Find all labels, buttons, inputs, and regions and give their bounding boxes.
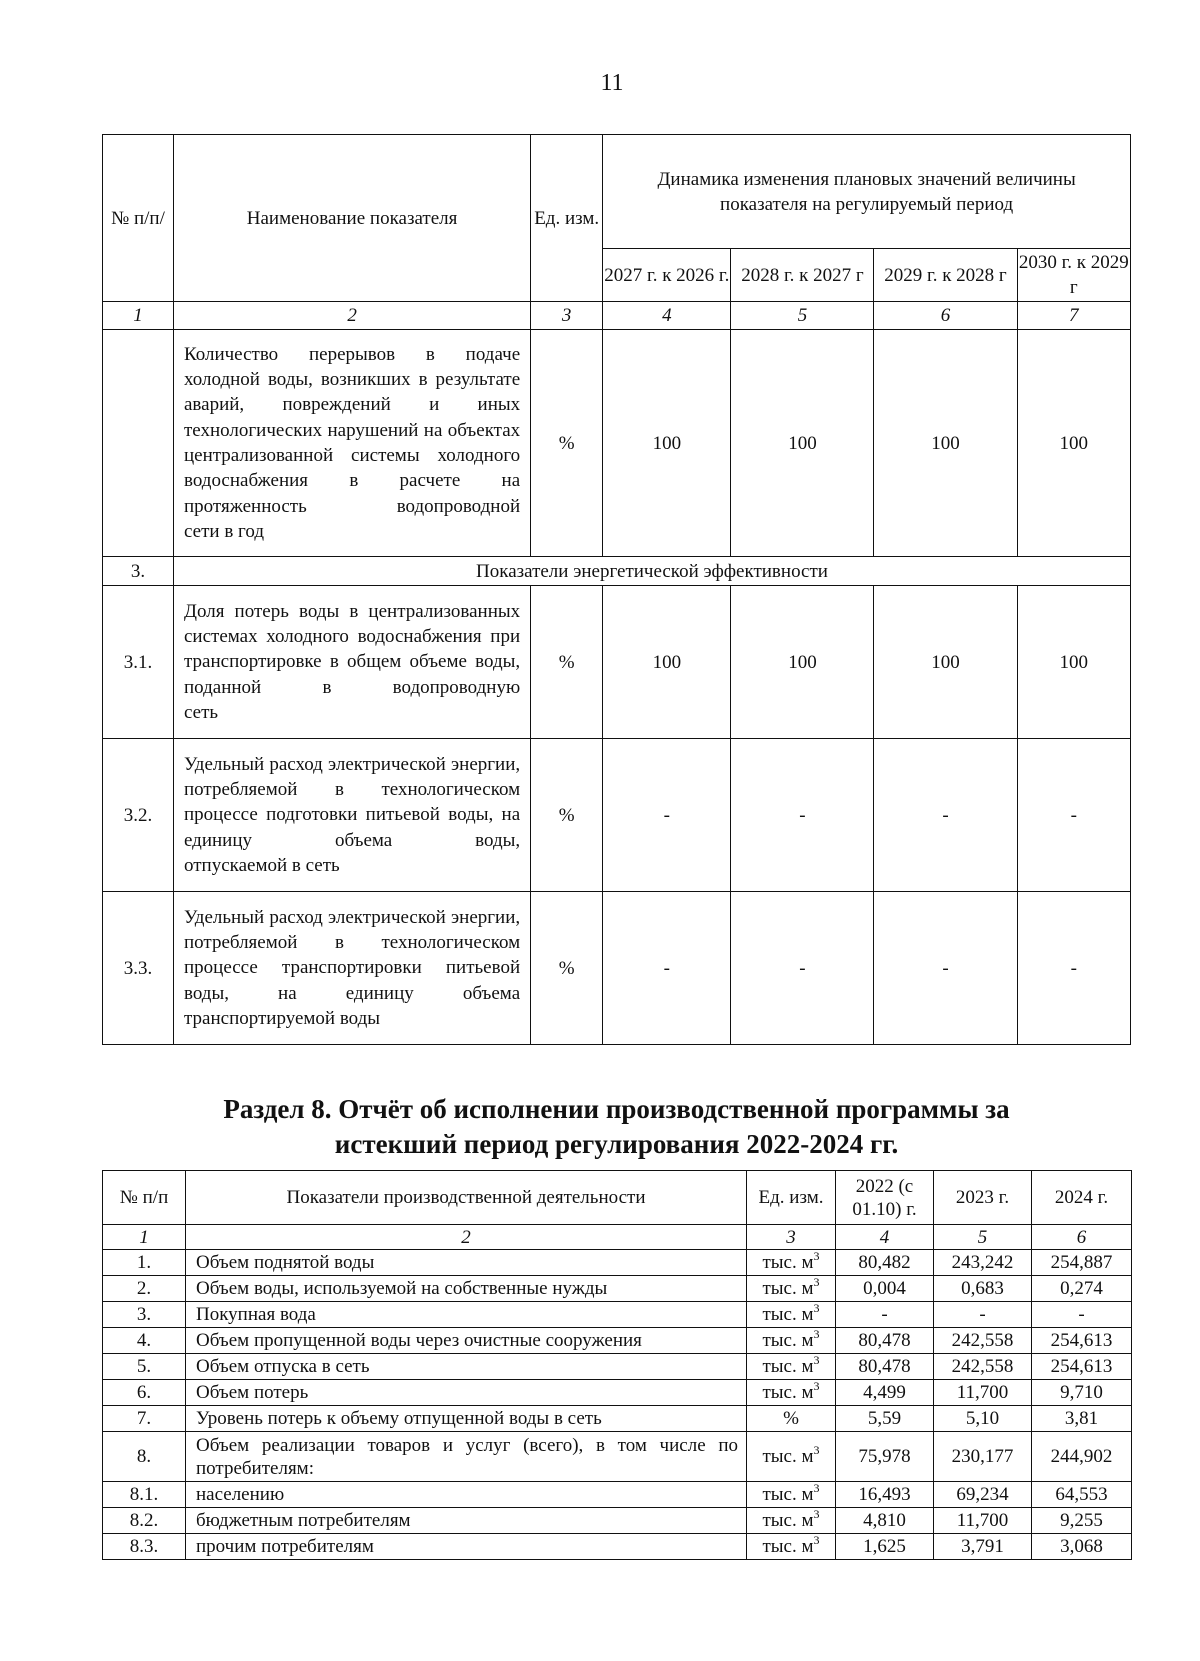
section-num: 3. xyxy=(103,557,174,586)
row-value: 100 xyxy=(1017,330,1130,557)
row-value: 0,274 xyxy=(1032,1276,1132,1302)
row-unit: тыс. $м^3$ xyxy=(747,1482,836,1508)
row-value: 100 xyxy=(874,586,1017,739)
row-value: 100 xyxy=(603,586,731,739)
table-row xyxy=(103,1380,1132,1406)
header-unit: Ед. изм. xyxy=(747,1171,836,1225)
row-unit: % xyxy=(531,330,603,557)
table-row xyxy=(103,1508,1132,1534)
section-8-title-line: Раздел 8. Отчёт об исполнении производственной программы за xyxy=(223,1094,1010,1124)
row-value: 11,700 xyxy=(934,1380,1032,1406)
row-value: 16,493 xyxy=(836,1482,934,1508)
row-name: Объем реализации товаров и услуг (всего), в том числе по потребителям: xyxy=(186,1432,747,1482)
row-value: 11,700 xyxy=(934,1508,1032,1534)
row-num: 8.2. xyxy=(103,1508,186,1534)
row-unit: тыс. $м^3$ xyxy=(747,1328,836,1354)
row-value: 80,478 xyxy=(836,1328,934,1354)
row-value: 243,242 xyxy=(934,1250,1032,1276)
row-unit: тыс. $м^3$ xyxy=(747,1302,836,1328)
row-value: - xyxy=(874,892,1017,1045)
row-num: 1. xyxy=(103,1250,186,1276)
row-value: - xyxy=(1017,892,1130,1045)
row-name: Объем поднятой воды xyxy=(186,1250,747,1276)
header-year: 2024 г. xyxy=(1032,1171,1132,1225)
column-numbers-row xyxy=(103,302,1131,330)
col-number: 5 xyxy=(934,1225,1032,1250)
row-name: Удельный расход электрической энергии, потребляемой в технологическом процессе подготовки питьевой воды, на единицу объема воды, отпускаемой в сеть xyxy=(174,739,531,892)
col-number: 4 xyxy=(836,1225,934,1250)
target-indicators-table xyxy=(102,134,1131,1045)
row-num: 8. xyxy=(103,1432,186,1482)
row-unit: тыс. $м^3$ xyxy=(747,1276,836,1302)
col-number: 7 xyxy=(1017,302,1130,330)
table-row xyxy=(103,1250,1132,1276)
col-number: 4 xyxy=(603,302,731,330)
row-value: - xyxy=(874,739,1017,892)
row-value: - xyxy=(836,1302,934,1328)
row-value: 1,625 xyxy=(836,1534,934,1560)
row-value: - xyxy=(1017,739,1130,892)
row-value: 9,255 xyxy=(1032,1508,1132,1534)
row-value: - xyxy=(731,739,874,892)
row-value: 3,791 xyxy=(934,1534,1032,1560)
row-value: 5,59 xyxy=(836,1406,934,1432)
row-value: - xyxy=(1032,1302,1132,1328)
row-value: 80,478 xyxy=(836,1354,934,1380)
section-row xyxy=(103,557,1131,586)
row-unit: тыс. $м^3$ xyxy=(747,1380,836,1406)
header-year: 2023 г. xyxy=(934,1171,1032,1225)
row-name: прочим потребителям xyxy=(186,1534,747,1560)
row-num: 5. xyxy=(103,1354,186,1380)
row-name: Объем воды, используемой на собственные нужды xyxy=(186,1276,747,1302)
row-name: Объем отпуска в сеть xyxy=(186,1354,747,1380)
table-row xyxy=(103,739,1131,892)
row-value: 0,683 xyxy=(934,1276,1032,1302)
row-value: 242,558 xyxy=(934,1354,1032,1380)
header-name: Наименование показателя xyxy=(174,135,531,302)
header-num: № п/п/ xyxy=(103,135,174,302)
row-unit: % xyxy=(531,739,603,892)
row-value: 69,234 xyxy=(934,1482,1032,1508)
row-unit: тыс. $м^3$ xyxy=(747,1432,836,1482)
row-value: 100 xyxy=(731,330,874,557)
table-row xyxy=(103,1276,1132,1302)
row-value: 100 xyxy=(731,586,874,739)
row-value: 4,810 xyxy=(836,1508,934,1534)
header-dynamics: Динамика изменения плановых значений величины показателя на регулируемый период xyxy=(603,135,1131,249)
table-row xyxy=(103,1482,1132,1508)
row-value: - xyxy=(731,892,874,1045)
row-value: 254,887 xyxy=(1032,1250,1132,1276)
row-num: 8.3. xyxy=(103,1534,186,1560)
row-name: Объем потерь xyxy=(186,1380,747,1406)
row-unit: % xyxy=(531,892,603,1045)
col-number: 2 xyxy=(174,302,531,330)
row-value: 3,81 xyxy=(1032,1406,1132,1432)
header-name: Показатели производственной деятельности xyxy=(186,1171,747,1225)
row-value: 100 xyxy=(874,330,1017,557)
header-period: 2027 г. к 2026 г. xyxy=(603,249,731,302)
production-report-table xyxy=(102,1170,1132,1560)
row-num: 6. xyxy=(103,1380,186,1406)
row-name: Удельный расход электрической энергии, потребляемой в технологическом процессе транспортировки питьевой воды, на единицу объема транспортируемой воды xyxy=(174,892,531,1045)
row-value: 3,068 xyxy=(1032,1534,1132,1560)
row-name: Количество перерывов в подаче холодной воды, возникших в результате аварий, повреждений и иных технологических нарушений на объектах централизованной системы холодного водоснабжения в расчете на протяженность водопроводной сети в год xyxy=(174,330,531,557)
row-value: 230,177 xyxy=(934,1432,1032,1482)
row-value: 5,10 xyxy=(934,1406,1032,1432)
row-unit: % xyxy=(531,586,603,739)
row-value: 80,482 xyxy=(836,1250,934,1276)
col-number: 1 xyxy=(103,302,174,330)
col-number: 6 xyxy=(1032,1225,1132,1250)
header-num: № п/п xyxy=(103,1171,186,1225)
row-unit: % xyxy=(747,1406,836,1432)
col-number: 2 xyxy=(186,1225,747,1250)
row-value: 242,558 xyxy=(934,1328,1032,1354)
table-row xyxy=(103,1328,1132,1354)
col-number: 1 xyxy=(103,1225,186,1250)
row-name: Покупная вода xyxy=(186,1302,747,1328)
table-row xyxy=(103,330,1131,557)
row-unit: тыс. $м^3$ xyxy=(747,1508,836,1534)
row-name: Объем пропущенной воды через очистные сооружения xyxy=(186,1328,747,1354)
row-value: 100 xyxy=(603,330,731,557)
section-8-title-line: истекший период регулирования 2022-2024 гг. xyxy=(334,1129,899,1159)
section-title: Показатели энергетической эффективности xyxy=(174,557,1131,586)
table-row xyxy=(103,1432,1132,1482)
row-value: 254,613 xyxy=(1032,1328,1132,1354)
row-num: 2. xyxy=(103,1276,186,1302)
row-num: 3.2. xyxy=(103,739,174,892)
col-number: 3 xyxy=(747,1225,836,1250)
row-value: - xyxy=(934,1302,1032,1328)
col-number: 6 xyxy=(874,302,1017,330)
table-row xyxy=(103,1406,1132,1432)
row-name: Доля потерь воды в централизованных системах холодного водоснабжения при транспортировке в общем объеме воды, поданной в водопроводную сеть xyxy=(174,586,531,739)
table-row xyxy=(103,1534,1132,1560)
row-num: 3.3. xyxy=(103,892,174,1045)
row-value: 4,499 xyxy=(836,1380,934,1406)
row-value: - xyxy=(603,892,731,1045)
table-row xyxy=(103,1302,1132,1328)
row-num: 3. xyxy=(103,1302,186,1328)
row-value: 254,613 xyxy=(1032,1354,1132,1380)
row-unit: тыс. $м^3$ xyxy=(747,1354,836,1380)
row-value: 0,004 xyxy=(836,1276,934,1302)
row-num: 8.1. xyxy=(103,1482,186,1508)
row-name: Уровень потерь к объему отпущенной воды в сеть xyxy=(186,1406,747,1432)
col-number: 5 xyxy=(731,302,874,330)
row-name: бюджетным потребителям xyxy=(186,1508,747,1534)
header-unit: Ед. изм. xyxy=(531,135,603,302)
header-year: 2022 (с 01.10) г. xyxy=(836,1171,934,1225)
header-period: 2029 г. к 2028 г xyxy=(874,249,1017,302)
header-period: 2030 г. к 2029 г xyxy=(1017,249,1130,302)
table-row xyxy=(103,1354,1132,1380)
row-unit: тыс. $м^3$ xyxy=(747,1534,836,1560)
table-row xyxy=(103,586,1131,739)
row-value: 75,978 xyxy=(836,1432,934,1482)
row-unit: тыс. $м^3$ xyxy=(747,1250,836,1276)
page-number: 11 xyxy=(600,70,624,96)
section-8-title xyxy=(102,1092,1131,1162)
row-num: 3.1. xyxy=(103,586,174,739)
row-value: 64,553 xyxy=(1032,1482,1132,1508)
row-value: 9,710 xyxy=(1032,1380,1132,1406)
col-number: 3 xyxy=(531,302,603,330)
row-name: населению xyxy=(186,1482,747,1508)
row-num: 4. xyxy=(103,1328,186,1354)
row-num: 7. xyxy=(103,1406,186,1432)
row-value: 100 xyxy=(1017,586,1130,739)
row-value: - xyxy=(603,739,731,892)
header-period: 2028 г. к 2027 г xyxy=(731,249,874,302)
row-value: 244,902 xyxy=(1032,1432,1132,1482)
table-row xyxy=(103,892,1131,1045)
row-num xyxy=(103,330,174,557)
column-numbers-row xyxy=(103,1225,1132,1250)
